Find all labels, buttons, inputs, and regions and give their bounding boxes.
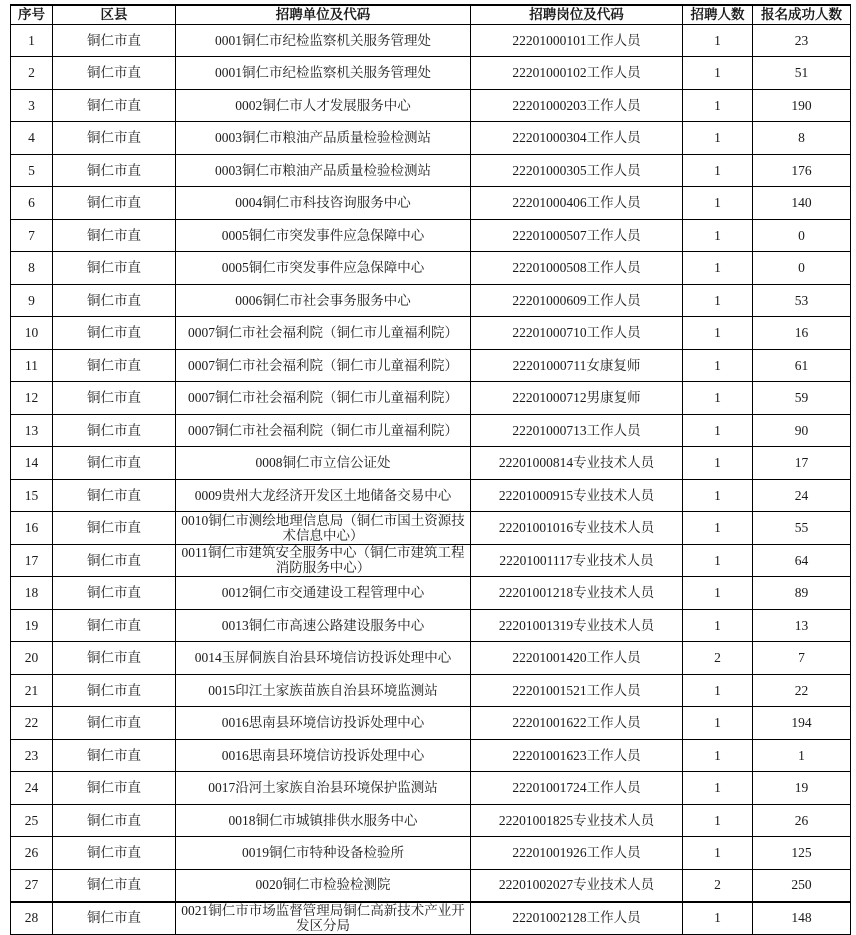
unit-cell: 0021铜仁市市场监督管理局铜仁高新技术产业开发区分局	[176, 902, 471, 935]
success-count-cell: 19	[753, 772, 851, 805]
row-number-cell: 24	[11, 772, 53, 805]
row-number-cell: 18	[11, 577, 53, 610]
recruit-count-cell: 1	[683, 317, 753, 350]
recruit-count-cell: 1	[683, 674, 753, 707]
table-row	[11, 122, 851, 155]
success-count-cell: 26	[753, 804, 851, 837]
position-cell: 22201001420工作人员	[471, 642, 683, 675]
recruit-count-cell: 2	[683, 642, 753, 675]
position-cell: 22201002128工作人员	[471, 902, 683, 935]
district-cell: 铜仁市直	[53, 642, 176, 675]
col-header-no: 序号	[11, 5, 53, 24]
unit-cell: 0016思南县环境信访投诉处理中心	[176, 707, 471, 740]
row-number-cell: 11	[11, 349, 53, 382]
district-cell: 铜仁市直	[53, 512, 176, 545]
unit-cell: 0008铜仁市立信公证处	[176, 447, 471, 480]
table-row	[11, 89, 851, 122]
recruit-count-cell: 1	[683, 544, 753, 577]
recruit-count-cell: 1	[683, 154, 753, 187]
row-number-cell: 10	[11, 317, 53, 350]
recruit-count-cell: 1	[683, 57, 753, 90]
district-cell: 铜仁市直	[53, 382, 176, 415]
row-number-cell: 25	[11, 804, 53, 837]
success-count-cell: 0	[753, 219, 851, 252]
unit-cell: 0014玉屏侗族自治县环境信访投诉处理中心	[176, 642, 471, 675]
success-count-cell: 51	[753, 57, 851, 90]
district-cell: 铜仁市直	[53, 122, 176, 155]
unit-cell: 0007铜仁市社会福利院（铜仁市儿童福利院）	[176, 349, 471, 382]
col-header-position: 招聘岗位及代码	[471, 5, 683, 24]
success-count-cell: 148	[753, 902, 851, 935]
row-number-cell: 5	[11, 154, 53, 187]
recruit-count-cell: 1	[683, 739, 753, 772]
table-row	[11, 804, 851, 837]
district-cell: 铜仁市直	[53, 447, 176, 480]
district-cell: 铜仁市直	[53, 674, 176, 707]
recruitment-table	[10, 4, 851, 935]
position-cell: 22201000710工作人员	[471, 317, 683, 350]
success-count-cell: 16	[753, 317, 851, 350]
district-cell: 铜仁市直	[53, 869, 176, 902]
recruit-count-cell: 1	[683, 349, 753, 382]
position-cell: 22201001926工作人员	[471, 837, 683, 870]
district-cell: 铜仁市直	[53, 57, 176, 90]
recruit-count-cell: 1	[683, 284, 753, 317]
table-row	[11, 544, 851, 577]
row-number-cell: 28	[11, 902, 53, 935]
recruit-count-cell: 2	[683, 869, 753, 902]
recruit-count-cell: 1	[683, 89, 753, 122]
district-cell: 铜仁市直	[53, 479, 176, 512]
unit-cell: 0016思南县环境信访投诉处理中心	[176, 739, 471, 772]
unit-cell: 0007铜仁市社会福利院（铜仁市儿童福利院）	[176, 414, 471, 447]
position-cell: 22201000304工作人员	[471, 122, 683, 155]
unit-cell: 0018铜仁市城镇排供水服务中心	[176, 804, 471, 837]
table-row	[11, 24, 851, 57]
position-cell: 22201001117专业技术人员	[471, 544, 683, 577]
table-row	[11, 382, 851, 415]
unit-cell: 0011铜仁市建筑安全服务中心（铜仁市建筑工程消防服务中心）	[176, 544, 471, 577]
district-cell: 铜仁市直	[53, 89, 176, 122]
recruit-count-cell: 1	[683, 219, 753, 252]
success-count-cell: 125	[753, 837, 851, 870]
row-number-cell: 23	[11, 739, 53, 772]
recruit-count-cell: 1	[683, 804, 753, 837]
position-cell: 22201000507工作人员	[471, 219, 683, 252]
row-number-cell: 17	[11, 544, 53, 577]
success-count-cell: 190	[753, 89, 851, 122]
success-count-cell: 24	[753, 479, 851, 512]
recruit-count-cell: 1	[683, 707, 753, 740]
success-count-cell: 22	[753, 674, 851, 707]
success-count-cell: 89	[753, 577, 851, 610]
district-cell: 铜仁市直	[53, 772, 176, 805]
position-cell: 22201000406工作人员	[471, 187, 683, 220]
unit-cell: 0001铜仁市纪检监察机关服务管理处	[176, 24, 471, 57]
position-cell: 22201001622工作人员	[471, 707, 683, 740]
district-cell: 铜仁市直	[53, 154, 176, 187]
position-cell: 22201001016专业技术人员	[471, 512, 683, 545]
row-number-cell: 13	[11, 414, 53, 447]
district-cell: 铜仁市直	[53, 24, 176, 57]
unit-cell: 0001铜仁市纪检监察机关服务管理处	[176, 57, 471, 90]
table-row	[11, 414, 851, 447]
unit-cell: 0005铜仁市突发事件应急保障中心	[176, 219, 471, 252]
unit-cell: 0007铜仁市社会福利院（铜仁市儿童福利院）	[176, 382, 471, 415]
district-cell: 铜仁市直	[53, 317, 176, 350]
recruit-count-cell: 1	[683, 252, 753, 285]
table-row	[11, 739, 851, 772]
position-cell: 22201001724工作人员	[471, 772, 683, 805]
col-header-success-count: 报名成功人数	[753, 5, 851, 24]
table-row	[11, 609, 851, 642]
district-cell: 铜仁市直	[53, 187, 176, 220]
success-count-cell: 0	[753, 252, 851, 285]
position-cell: 22201000712男康复师	[471, 382, 683, 415]
row-number-cell: 12	[11, 382, 53, 415]
district-cell: 铜仁市直	[53, 837, 176, 870]
district-cell: 铜仁市直	[53, 252, 176, 285]
header-row	[11, 5, 851, 24]
row-number-cell: 16	[11, 512, 53, 545]
unit-cell: 0006铜仁市社会事务服务中心	[176, 284, 471, 317]
success-count-cell: 194	[753, 707, 851, 740]
position-cell: 22201000508工作人员	[471, 252, 683, 285]
unit-cell: 0002铜仁市人才发展服务中心	[176, 89, 471, 122]
district-cell: 铜仁市直	[53, 544, 176, 577]
position-cell: 22201000101工作人员	[471, 24, 683, 57]
unit-cell: 0020铜仁市检验检测院	[176, 869, 471, 902]
unit-cell: 0017沿河土家族自治县环境保护监测站	[176, 772, 471, 805]
table-body	[11, 24, 851, 934]
position-cell: 22201000713工作人员	[471, 414, 683, 447]
success-count-cell: 250	[753, 869, 851, 902]
success-count-cell: 13	[753, 609, 851, 642]
row-number-cell: 15	[11, 479, 53, 512]
table-row	[11, 317, 851, 350]
success-count-cell: 8	[753, 122, 851, 155]
unit-cell: 0009贵州大龙经济开发区土地储备交易中心	[176, 479, 471, 512]
row-number-cell: 6	[11, 187, 53, 220]
district-cell: 铜仁市直	[53, 414, 176, 447]
recruit-count-cell: 1	[683, 609, 753, 642]
table-row	[11, 674, 851, 707]
table-row	[11, 57, 851, 90]
row-number-cell: 8	[11, 252, 53, 285]
district-cell: 铜仁市直	[53, 349, 176, 382]
table-row	[11, 577, 851, 610]
table-row	[11, 252, 851, 285]
unit-cell: 0003铜仁市粮油产品质量检验检测站	[176, 154, 471, 187]
table-row	[11, 479, 851, 512]
success-count-cell: 59	[753, 382, 851, 415]
unit-cell: 0010铜仁市测绘地理信息局（铜仁市国土资源技术信息中心）	[176, 512, 471, 545]
success-count-cell: 64	[753, 544, 851, 577]
unit-cell: 0005铜仁市突发事件应急保障中心	[176, 252, 471, 285]
recruit-count-cell: 1	[683, 414, 753, 447]
table-row	[11, 512, 851, 545]
table-row	[11, 154, 851, 187]
col-header-district: 区县	[53, 5, 176, 24]
position-cell: 22201000609工作人员	[471, 284, 683, 317]
table-row	[11, 642, 851, 675]
row-number-cell: 19	[11, 609, 53, 642]
district-cell: 铜仁市直	[53, 707, 176, 740]
position-cell: 22201001218专业技术人员	[471, 577, 683, 610]
district-cell: 铜仁市直	[53, 219, 176, 252]
row-number-cell: 27	[11, 869, 53, 902]
table-row	[11, 902, 851, 935]
recruit-count-cell: 1	[683, 577, 753, 610]
table-row	[11, 447, 851, 480]
table-row	[11, 837, 851, 870]
row-number-cell: 4	[11, 122, 53, 155]
unit-cell: 0004铜仁市科技咨询服务中心	[176, 187, 471, 220]
unit-cell: 0019铜仁市特种设备检验所	[176, 837, 471, 870]
recruit-count-cell: 1	[683, 24, 753, 57]
position-cell: 22201000102工作人员	[471, 57, 683, 90]
recruit-count-cell: 1	[683, 382, 753, 415]
position-cell: 22201001623工作人员	[471, 739, 683, 772]
district-cell: 铜仁市直	[53, 739, 176, 772]
success-count-cell: 53	[753, 284, 851, 317]
success-count-cell: 7	[753, 642, 851, 675]
success-count-cell: 23	[753, 24, 851, 57]
table-row	[11, 219, 851, 252]
recruit-count-cell: 1	[683, 512, 753, 545]
row-number-cell: 21	[11, 674, 53, 707]
position-cell: 22201001521工作人员	[471, 674, 683, 707]
recruit-count-cell: 1	[683, 837, 753, 870]
unit-cell: 0013铜仁市高速公路建设服务中心	[176, 609, 471, 642]
recruit-count-cell: 1	[683, 772, 753, 805]
unit-cell: 0007铜仁市社会福利院（铜仁市儿童福利院）	[176, 317, 471, 350]
table-row	[11, 187, 851, 220]
row-number-cell: 1	[11, 24, 53, 57]
position-cell: 22201000711女康复师	[471, 349, 683, 382]
success-count-cell: 1	[753, 739, 851, 772]
position-cell: 22201000203工作人员	[471, 89, 683, 122]
row-number-cell: 26	[11, 837, 53, 870]
success-count-cell: 55	[753, 512, 851, 545]
row-number-cell: 22	[11, 707, 53, 740]
success-count-cell: 176	[753, 154, 851, 187]
position-cell: 22201002027专业技术人员	[471, 869, 683, 902]
position-cell: 22201001319专业技术人员	[471, 609, 683, 642]
recruit-count-cell: 1	[683, 902, 753, 935]
position-cell: 22201000915专业技术人员	[471, 479, 683, 512]
recruit-count-cell: 1	[683, 122, 753, 155]
unit-cell: 0012铜仁市交通建设工程管理中心	[176, 577, 471, 610]
success-count-cell: 90	[753, 414, 851, 447]
row-number-cell: 20	[11, 642, 53, 675]
col-header-recruit-count: 招聘人数	[683, 5, 753, 24]
district-cell: 铜仁市直	[53, 284, 176, 317]
row-number-cell: 7	[11, 219, 53, 252]
unit-cell: 0003铜仁市粮油产品质量检验检测站	[176, 122, 471, 155]
document-page	[10, 4, 850, 935]
row-number-cell: 2	[11, 57, 53, 90]
unit-cell: 0015印江土家族苗族自治县环境监测站	[176, 674, 471, 707]
row-number-cell: 9	[11, 284, 53, 317]
district-cell: 铜仁市直	[53, 902, 176, 935]
success-count-cell: 61	[753, 349, 851, 382]
district-cell: 铜仁市直	[53, 609, 176, 642]
row-number-cell: 3	[11, 89, 53, 122]
recruit-count-cell: 1	[683, 479, 753, 512]
table-row	[11, 349, 851, 382]
position-cell: 22201000814专业技术人员	[471, 447, 683, 480]
success-count-cell: 140	[753, 187, 851, 220]
table-row	[11, 284, 851, 317]
row-number-cell: 14	[11, 447, 53, 480]
table-row	[11, 869, 851, 902]
col-header-unit: 招聘单位及代码	[176, 5, 471, 24]
recruit-count-cell: 1	[683, 187, 753, 220]
success-count-cell: 17	[753, 447, 851, 480]
table-row	[11, 772, 851, 805]
district-cell: 铜仁市直	[53, 577, 176, 610]
recruit-count-cell: 1	[683, 447, 753, 480]
district-cell: 铜仁市直	[53, 804, 176, 837]
position-cell: 22201000305工作人员	[471, 154, 683, 187]
position-cell: 22201001825专业技术人员	[471, 804, 683, 837]
table-row	[11, 707, 851, 740]
